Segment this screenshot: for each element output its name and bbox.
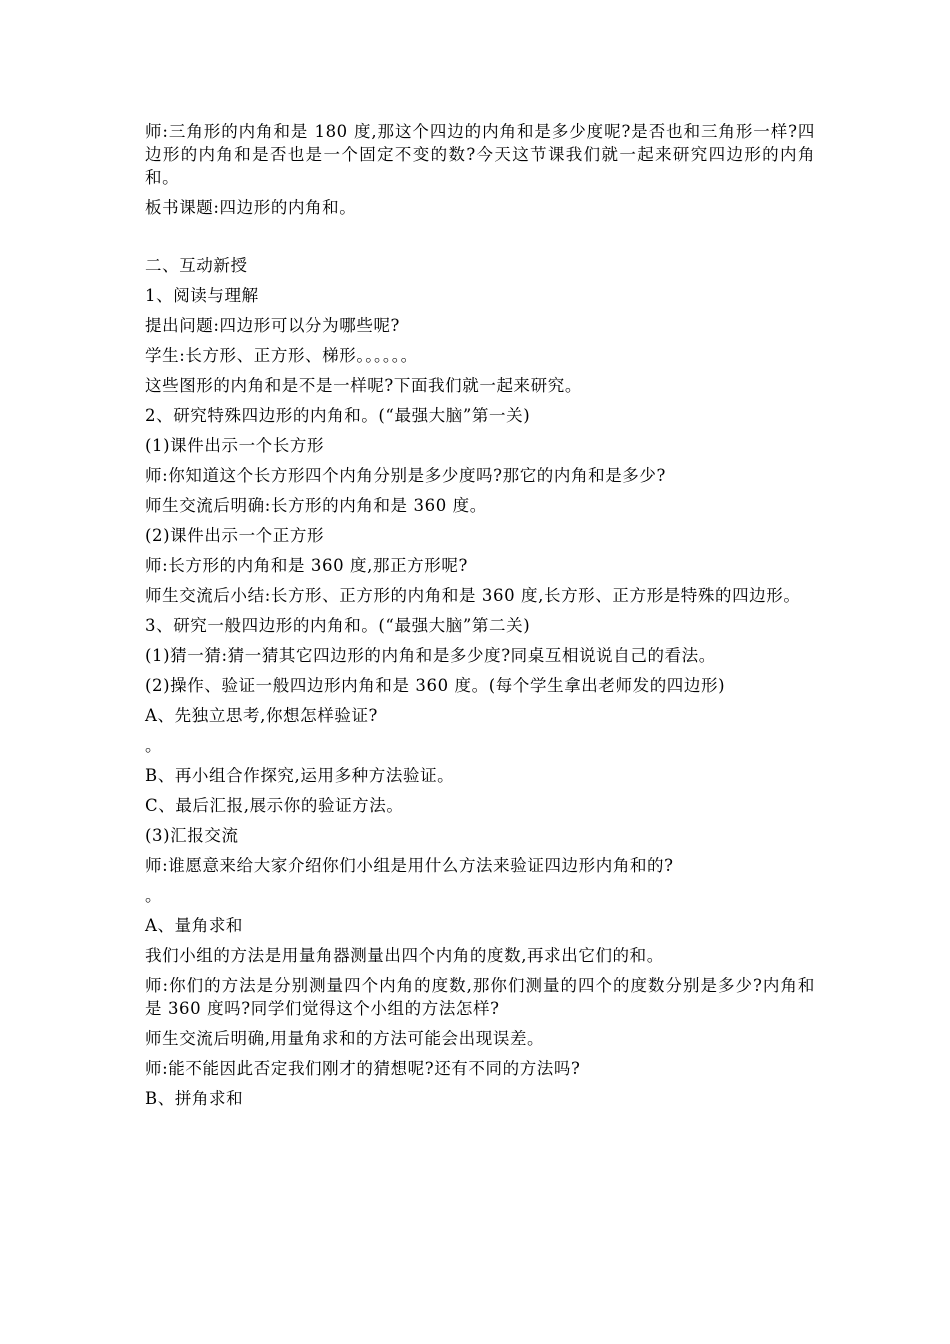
paragraph-step-3: (3)汇报交流 xyxy=(145,826,239,845)
paragraph-teacher-measure: 师:你们的方法是分别测量四个内角的度数,那你们测量的四个的度数分别是多少?内角和是 360 度吗?同学们觉得这个小组的方法怎样? xyxy=(145,976,815,1018)
paragraph-verify: (2)操作、验证一般四边形内角和是 360 度。(每个学生拿出老师发的四边形) xyxy=(145,676,726,695)
paragraph-rectangle-result: 师生交流后明确:长方形的内角和是 360 度。 xyxy=(145,496,487,515)
paragraph-teacher-other: 师:能不能因此否定我们刚才的猜想呢?还有不同的方法吗? xyxy=(145,1059,581,1078)
subsection-heading-1: 1、阅读与理解 xyxy=(145,286,259,305)
document-page xyxy=(145,120,815,1117)
paragraph-teacher-rectangle: 师:你知道这个长方形四个内角分别是多少度吗?那它的内角和是多少? xyxy=(145,466,666,485)
paragraph-dot-2: 。 xyxy=(145,886,163,905)
paragraph-board-title: 板书课题:四边形的内角和。 xyxy=(145,198,357,217)
paragraph-report: C、最后汇报,展示你的验证方法。 xyxy=(145,796,404,815)
paragraph-summary: 师生交流后小结:长方形、正方形的内角和是 360 度,长方形、正方形是特殊的四边形。 xyxy=(145,586,801,605)
paragraph-error-note: 师生交流后明确,用量角求和的方法可能会出现误差。 xyxy=(145,1029,545,1048)
paragraph-group: B、再小组合作探究,运用多种方法验证。 xyxy=(145,766,455,785)
paragraph-teacher-square: 师:长方形的内角和是 360 度,那正方形呢? xyxy=(145,556,468,575)
section-heading-2: 二、互动新授 xyxy=(145,256,248,275)
paragraph-step-2: (2)课件出示一个正方形 xyxy=(145,526,325,545)
subsection-heading-2: 2、研究特殊四边形的内角和。(“最强大脑”第一关) xyxy=(145,406,531,425)
paragraph-guess: (1)猜一猜:猜一猜其它四边形的内角和是多少度?同桌互相说说自己的看法。 xyxy=(145,646,716,665)
paragraph-think: A、先独立思考,你想怎样验证? xyxy=(145,706,379,725)
paragraph-intro: 师:三角形的内角和是 180 度,那这个四边的内角和是多少度呢?是否也和三角形一样?四边形的内角和是否也是一个固定不变的数?今天这节课我们就一起来研究四边形的内角和。 xyxy=(145,122,815,187)
paragraph-transition: 这些图形的内角和是不是一样呢?下面我们就一起来研究。 xyxy=(145,376,582,395)
paragraph-teacher-invite: 师:谁愿意来给大家介绍你们小组是用什么方法来验证四边形内角和的? xyxy=(145,856,674,875)
subsection-heading-3: 3、研究一般四边形的内角和。(“最强大脑”第二关) xyxy=(145,616,531,635)
paragraph-question: 提出问题:四边形可以分为哪些呢? xyxy=(145,316,401,335)
paragraph-method-a-desc: 我们小组的方法是用量角器测量出四个内角的度数,再求出它们的和。 xyxy=(145,946,664,965)
paragraph-step-1: (1)课件出示一个长方形 xyxy=(145,436,325,455)
paragraph-student-answer: 学生:长方形、正方形、梯形。。。。。。 xyxy=(145,346,418,365)
blank-line xyxy=(145,226,815,254)
paragraph-dot-1: 。 xyxy=(145,736,163,755)
paragraph-method-b: B、拼角求和 xyxy=(145,1089,244,1108)
paragraph-method-a: A、量角求和 xyxy=(145,916,244,935)
